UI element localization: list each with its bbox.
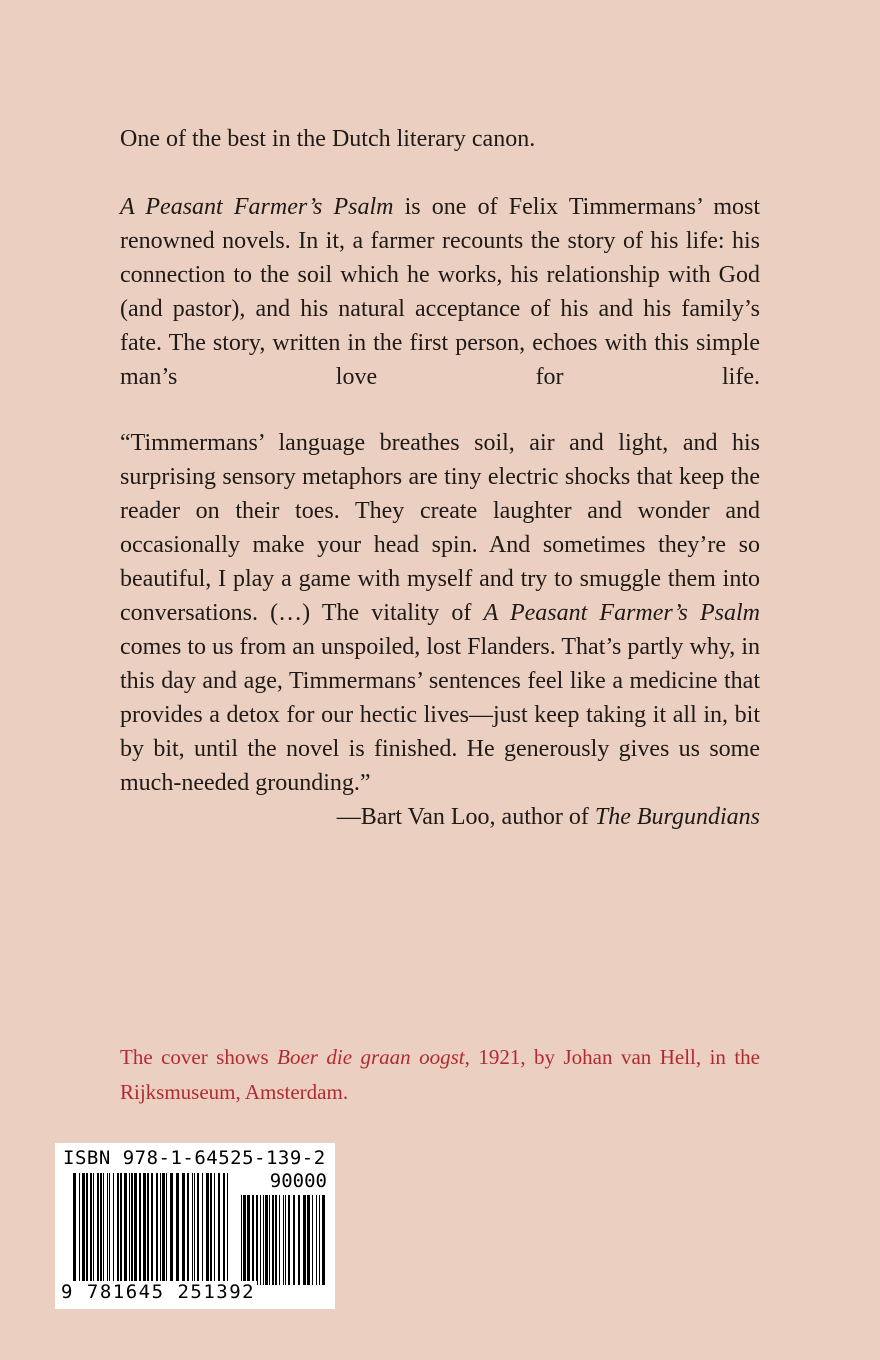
barcode-bar bbox=[160, 1173, 161, 1285]
cover-credit bbox=[120, 1040, 760, 1110]
attribution-book-title: The Burgundians bbox=[594, 804, 760, 830]
barcode-bar bbox=[303, 1195, 306, 1285]
review-quote-part2: comes to us from an unspoiled, lost Flanders. That’s partly why, in this day and age, Timmermans’ sentences feel like a medicine that provides a detox for our hectic lives—just keep taking it all in, bit by bit, until the novel is finished. He generously gives us some much-needed grounding.” bbox=[120, 634, 760, 796]
ean-digits: 9 781645 251392 bbox=[61, 1281, 256, 1303]
barcode-bar bbox=[322, 1195, 325, 1285]
barcode-bar bbox=[79, 1173, 80, 1285]
barcode-bar bbox=[192, 1173, 193, 1285]
barcode-bar bbox=[265, 1195, 268, 1285]
barcode-bar bbox=[260, 1195, 261, 1285]
barcode-bar bbox=[275, 1195, 277, 1285]
barcode-bar bbox=[176, 1173, 179, 1285]
barcode-bar bbox=[156, 1173, 158, 1285]
review-quote-book-title: A Peasant Farmer’s Psalm bbox=[483, 600, 761, 626]
barcode-bar bbox=[82, 1173, 85, 1285]
barcode-bar bbox=[243, 1195, 246, 1285]
barcode-bar bbox=[263, 1195, 264, 1285]
barcode-bar bbox=[162, 1173, 165, 1285]
barcode-bar bbox=[97, 1173, 99, 1285]
barcode-bar bbox=[247, 1195, 250, 1285]
attribution-prefix: —Bart Van Loo, author of bbox=[336, 804, 595, 830]
barcode-bar bbox=[252, 1195, 254, 1285]
ean-barcode-bars bbox=[73, 1173, 233, 1285]
barcode-bar bbox=[103, 1173, 104, 1285]
barcode-bar bbox=[307, 1195, 310, 1285]
barcode-bar bbox=[90, 1173, 92, 1285]
review-attribution bbox=[337, 800, 760, 834]
barcode-bar bbox=[86, 1173, 88, 1285]
barcode-bar bbox=[283, 1195, 284, 1285]
barcode-bar bbox=[73, 1173, 76, 1285]
barcode-bar bbox=[151, 1173, 153, 1285]
barcode-bar bbox=[241, 1195, 242, 1285]
barcode-bar bbox=[223, 1173, 225, 1285]
barcode-bar bbox=[293, 1195, 295, 1285]
barcode-bar bbox=[187, 1173, 189, 1285]
barcode-bar bbox=[210, 1173, 212, 1285]
barcode-bar bbox=[170, 1173, 173, 1285]
barcode-bar bbox=[227, 1173, 228, 1285]
barcode-bar bbox=[298, 1195, 300, 1285]
barcode-bar bbox=[279, 1195, 280, 1285]
cover-credit-suffix: , 1921, by Johan van Hell, in the Rijksmuseum, Amsterdam. bbox=[120, 1045, 761, 1104]
isbn-label: ISBN 978-1-64525-139-2 bbox=[63, 1147, 326, 1169]
barcode-bar bbox=[117, 1173, 119, 1285]
barcode-bar bbox=[316, 1195, 317, 1285]
cover-artwork-title: Boer die graan oogst bbox=[277, 1045, 465, 1069]
review-quote bbox=[120, 426, 760, 800]
cover-credit-prefix: The cover shows bbox=[120, 1045, 278, 1069]
isbn-barcode bbox=[55, 1143, 335, 1309]
tagline: One of the best in the Dutch literary canon. bbox=[120, 126, 536, 152]
barcode-bar bbox=[272, 1195, 274, 1285]
price-code: 90000 bbox=[269, 1170, 327, 1192]
barcode-bar bbox=[214, 1173, 215, 1285]
barcode-bar bbox=[147, 1173, 149, 1285]
addon-barcode-bars bbox=[241, 1195, 327, 1285]
barcode-bar bbox=[143, 1173, 146, 1285]
barcode-bar bbox=[206, 1173, 209, 1285]
barcode-bar bbox=[107, 1173, 108, 1285]
barcode-bar bbox=[166, 1173, 167, 1285]
barcode-bar bbox=[182, 1173, 185, 1285]
barcode-bar bbox=[139, 1173, 141, 1285]
barcode-bar bbox=[113, 1173, 114, 1285]
barcode-bar bbox=[194, 1173, 195, 1285]
barcode-bar bbox=[120, 1173, 122, 1285]
barcode-bar bbox=[100, 1173, 102, 1285]
barcode-bar bbox=[256, 1195, 258, 1285]
barcode-bar bbox=[129, 1173, 130, 1285]
barcode-bar bbox=[197, 1173, 199, 1285]
synopsis-book-title: A Peasant Farmer’s Psalm bbox=[120, 194, 394, 220]
barcode-bar bbox=[319, 1195, 320, 1285]
barcode-bar bbox=[218, 1173, 220, 1285]
barcode-bar bbox=[109, 1173, 110, 1285]
barcode-bar bbox=[93, 1173, 94, 1285]
barcode-bar bbox=[285, 1195, 286, 1285]
barcode-bar bbox=[269, 1195, 270, 1285]
synopsis-paragraph bbox=[120, 190, 760, 428]
barcode-bar bbox=[131, 1173, 133, 1285]
barcode-bar bbox=[134, 1173, 137, 1285]
barcode-bar bbox=[124, 1173, 127, 1285]
barcode-bar bbox=[288, 1195, 290, 1285]
barcode-bar bbox=[202, 1173, 203, 1285]
barcode-bar bbox=[312, 1195, 313, 1285]
synopsis-text: is one of Felix Timmermans’ most renowned novels. In it, a farmer recounts the story of his life: his connection to the soil which he works, his relationship with God (and pastor), and his natural acceptance of his and his family’s fate. The story, written in the first person, echoes with this simple man’s love for life. bbox=[120, 194, 760, 390]
review-quote-part1: “Timmermans’ language breathes soil, air and light, and his surprising sensory metaphors are tiny electric shocks that keep the reader on their toes. They create laughter and wonder and occasionally make your head spin. And sometimes they’re so beautiful, I play a game with myself and try to smuggle them into conversations. (…) The vitality of bbox=[120, 430, 760, 626]
